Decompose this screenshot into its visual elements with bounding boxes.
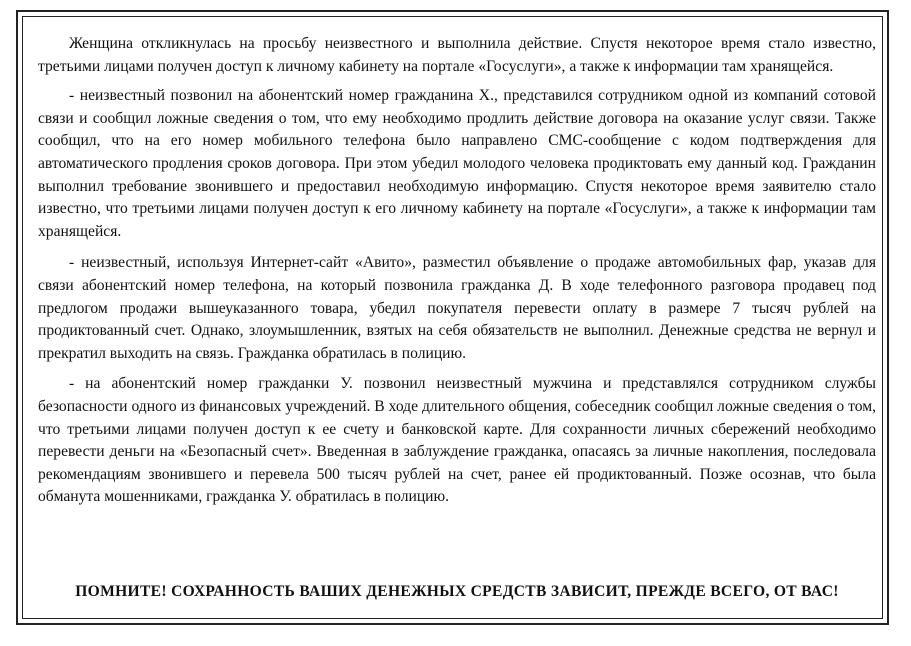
paragraph-case-sms-code: - неизвестный позвонил на абонентский номер гражданина Х., представился сотрудником одной из компаний сотовой связи и сообщил ложные сведения о том, что ему необходимо продлить действие договора на оказание услуг связи. Также сообщил, что на его номер мобильного телефона было направлено СМС-сообщение с кодом подтверждения для автоматического продления сроков договора. При этом убедил молодого человека продиктовать ему данный код. Гражданин выполнил требование звонившего и предоставил необходимую информацию. Спустя некоторое время заявителю стало известно, что третьими лицами получен доступ к его личному кабинету на портале «Госуслуги», а также к информации там хранящейся. <box>38 87 876 240</box>
paragraph-intro: Женщина откликнулась на просьбу неизвестного и выполнила действие. Спустя некоторое время стало известно, третьими лицами получен доступ к личному кабинету на портале «Госуслуги», а также к информации там хранящейся. <box>38 35 876 75</box>
paragraph-case-avito: - неизвестный, используя Интернет-сайт «Авито», разместил объявление о продаже автомобильных фар, указав для связи абонентский номер телефона, на который позвонила гражданка Д. В ходе телефонного разговора продавец под предлогом продажи вышеуказанного товара, убедил покупателя перевести оплату в размере 7 тысяч рублей на продиктованный счет. Однако, злоумышленник, взятых на себя обязательств не выполнил. Денежные средства не вернул и прекратил выходить на связь. Гражданка обратилась в полицию. <box>38 254 876 362</box>
warning-closing-line: ПОМНИТЕ! СОХРАННОСТЬ ВАШИХ ДЕНЕЖНЫХ СРЕДСТВ ЗАВИСИТ, ПРЕЖДЕ ВСЕГО, ОТ ВАС! <box>75 583 839 600</box>
paragraph-case-safe-account: - на абонентский номер гражданки У. позвонил неизвестный мужчина и представлялся сотрудником службы безопасности одного из финансовых учреждений. В ходе длительного общения, собеседник сообщил ложные сведения о том, что третьими лицами получен доступ к ее счету и банковской карте. Для сохранности личных сбережений необходимо перевести деньги на «Безопасный счет». Введенная в заблуждение гражданка, опасаясь за личные накопления, последовала рекомендациям звонившего и перевела 500 тысяч рублей на счет, ранее ей продиктованный. Позже осознав, что была обманута мошенниками, гражданка У. обратилась в полицию. <box>38 375 876 506</box>
document-body <box>38 33 876 509</box>
